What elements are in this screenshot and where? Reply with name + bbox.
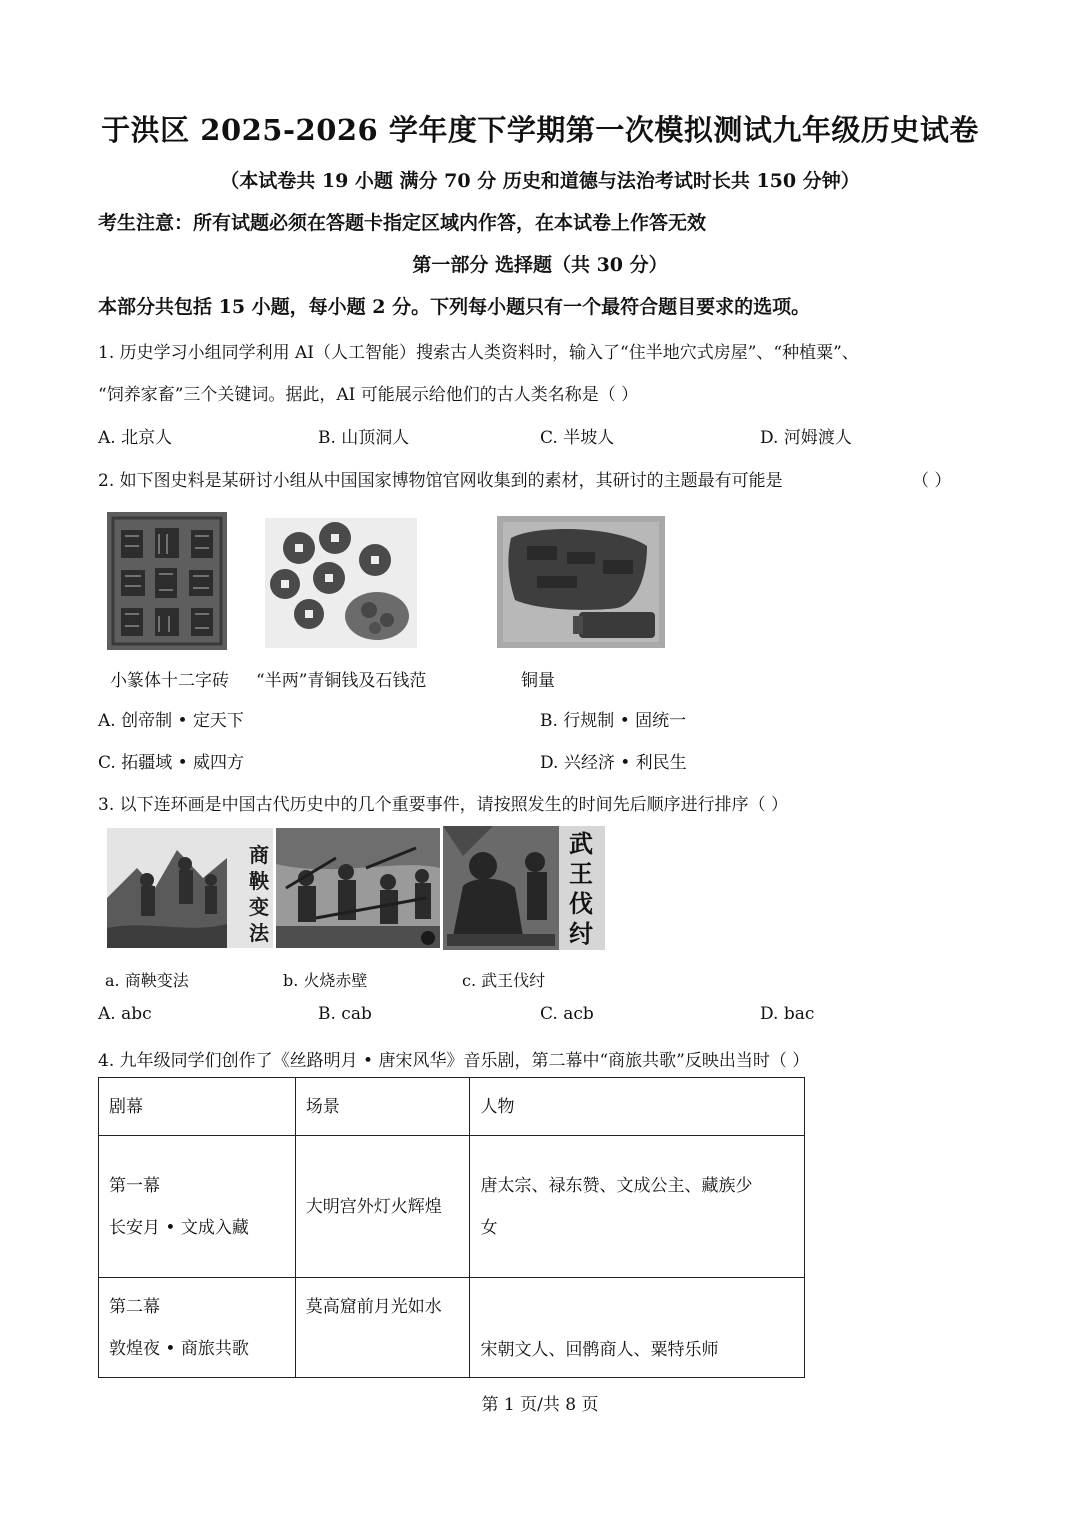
- q3-caption-b: b. 火烧赤壁: [283, 971, 368, 990]
- table-row: [99, 1278, 805, 1378]
- q4-stem: 4. 九年级同学们创作了《丝路明月 • 唐宋风华》音乐剧，第二幕中“商旅共歌”反映出当时（ ）: [98, 1051, 810, 1071]
- people-line2: 宋朝文人、回鹘商人、粟特乐师: [480, 1340, 719, 1360]
- q2-option-a: A. 创帝制 • 定天下: [98, 711, 244, 731]
- table-header-row: [99, 1078, 805, 1136]
- people-line1: 唐太宗、禄东赞、文成公主、藏族少: [480, 1175, 753, 1196]
- q1-option-d: D. 河姆渡人: [760, 428, 852, 448]
- musical-scene-table: [98, 1077, 805, 1378]
- people-line2: 女: [480, 1217, 498, 1238]
- exam-notice: 考生注意：所有试题必须在答题卡指定区域内作答，在本试卷上作答无效: [98, 212, 707, 234]
- comic-c-title-char1: 武: [569, 830, 593, 858]
- table-row: [99, 1136, 805, 1278]
- part-intro: 本部分共包括 15 小题，每小题 2 分。下列每小题只有一个最符合题目要求的选项。: [98, 296, 811, 318]
- q3-option-d: D. bac: [760, 1004, 815, 1024]
- act-number: 第一幕: [109, 1175, 160, 1196]
- comic-a-title-char1: 商: [249, 843, 269, 867]
- q1-option-c: C. 半坡人: [540, 428, 615, 448]
- coins-image: [265, 518, 417, 648]
- q3-option-c: C. acb: [540, 1004, 594, 1024]
- act-title: 敦煌夜 • 商旅共歌: [109, 1338, 249, 1359]
- comic-a-title-char3: 变: [249, 895, 269, 919]
- q2-answer-paren: （ ）: [912, 471, 952, 491]
- act-title: 长安月 • 文成入藏: [109, 1217, 249, 1238]
- q3-caption-c: c. 武王伐纣: [462, 971, 546, 990]
- comic-a-title-char2: 鞅: [249, 869, 269, 893]
- people-cell: [470, 1278, 805, 1378]
- comic-c-title-char2: 王: [569, 860, 593, 888]
- table-header-scene: 场景: [295, 1078, 470, 1136]
- q2-caption-coins: “半两”青铜钱及石钱范: [256, 671, 427, 691]
- q1-option-a: A. 北京人: [98, 428, 173, 448]
- scene-cell: 大明宫外灯火辉煌: [295, 1136, 470, 1278]
- page-footer: 第 1 页/共 8 页: [481, 1395, 599, 1415]
- q2-caption-brick: 小篆体十二字砖: [110, 671, 229, 691]
- people-cell: [470, 1136, 805, 1278]
- q1-stem-line1: 1. 历史学习小组同学利用 AI（人工智能）搜索古人类资料时，输入了“住半地穴式房屋”、“种植粟”、: [98, 343, 859, 363]
- q3-option-a: A. abc: [98, 1004, 152, 1024]
- q2-option-d: D. 兴经济 • 利民生: [540, 753, 687, 773]
- part-heading: 第一部分 选择题（共 30 分）: [412, 254, 668, 276]
- q2-stem: 2. 如下图史料是某研讨小组从中国国家博物馆官网收集到的素材，其研讨的主题最有可能是: [98, 471, 783, 491]
- q3-caption-a: a. 商鞅变法: [105, 971, 189, 990]
- table-header-act: 剧幕: [99, 1078, 296, 1136]
- q2-option-c: C. 拓疆域 • 威四方: [98, 753, 245, 773]
- act-cell: [99, 1136, 296, 1278]
- q1-option-b: B. 山顶洞人: [318, 428, 410, 448]
- q1-stem-line2: “饲养家畜”三个关键词。据此，AI 可能展示给他们的古人类名称是（ ）: [98, 385, 639, 405]
- act-cell: [99, 1278, 296, 1378]
- q2-caption-measure: 铜量: [521, 671, 555, 691]
- table-header-people: 人物: [470, 1078, 805, 1136]
- page-title: 于洪区 2025-2026 学年度下学期第一次模拟测试九年级历史试卷: [101, 113, 979, 147]
- comic-a-title-char4: 法: [249, 921, 269, 945]
- scene-cell: 莫高窟前月光如水: [295, 1278, 470, 1378]
- bronze-measure-image: [497, 516, 665, 648]
- shang-yang-reform-image: [107, 828, 273, 948]
- q2-option-b: B. 行规制 • 固统一: [540, 711, 687, 731]
- red-cliffs-image: [276, 828, 440, 948]
- exam-subtitle: （本试卷共 19 小题 满分 70 分 历史和道德与法治考试时长共 150 分钟）: [220, 170, 860, 192]
- q3-option-b: B. cab: [318, 1004, 372, 1024]
- comic-c-title-char3: 伐: [569, 890, 593, 918]
- king-wu-conquest-image: [443, 826, 605, 950]
- q3-stem: 3. 以下连环画是中国古代历史中的几个重要事件，请按照发生的时间先后顺序进行排序（ ）: [98, 795, 789, 815]
- brick-image: [107, 512, 227, 650]
- act-number: 第二幕: [109, 1296, 160, 1317]
- comic-c-title-char4: 纣: [569, 920, 593, 948]
